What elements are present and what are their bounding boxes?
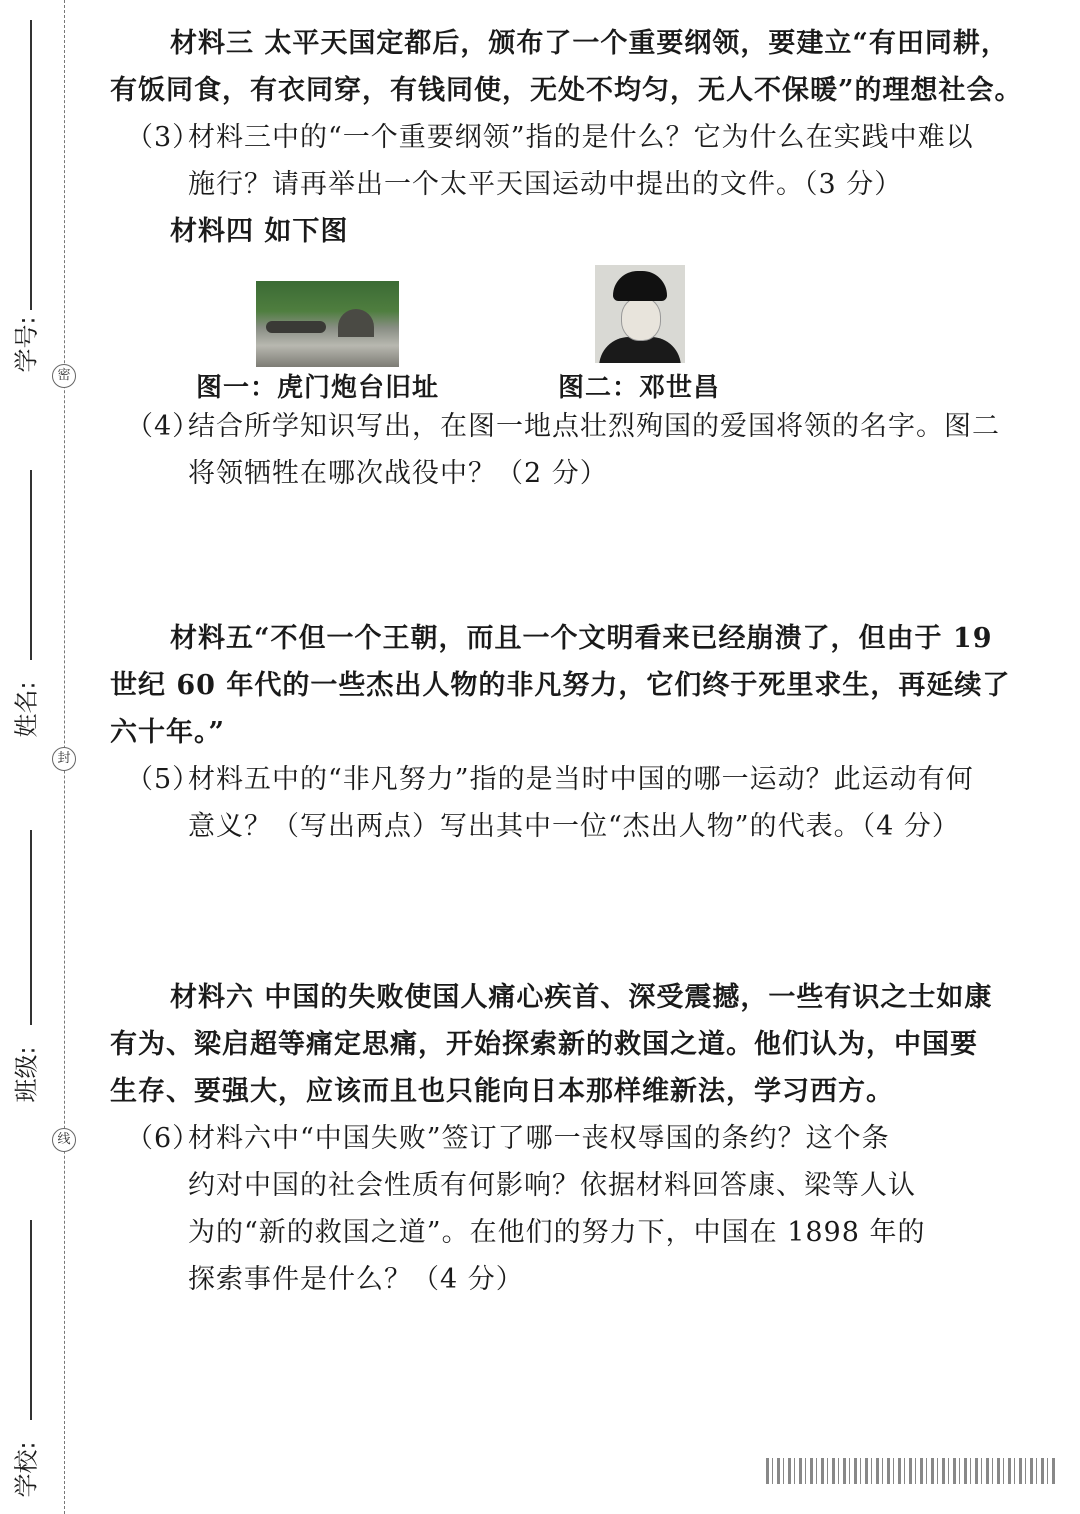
question-3-number: （3） [126, 122, 201, 153]
material3-line2: 有饭同食，有衣同穿，有钱同使，无处不均匀，无人不保暖”的理想社会。 [110, 75, 1023, 106]
seal-mi: 密 [52, 364, 76, 388]
class-line [30, 830, 32, 1025]
material3-line1: 材料三 太平天国定都后，颁布了一个重要纲领，要建立“有田同耕， [170, 28, 1009, 59]
deng-shichang-portrait [595, 265, 685, 363]
question-4-number: （4） [126, 411, 201, 442]
student-id-label: 学号: [12, 316, 41, 373]
exam-content [110, 20, 1023, 1303]
question-4-line1: 结合所学知识写出，在图一地点壮烈殉国的爱国将领的名字。图二 [188, 411, 1000, 442]
material4-title: 材料四 如下图 [170, 216, 349, 247]
material6-line3: 生存、要强大，应该而且也只能向日本那样维新法，学习西方。 [110, 1076, 894, 1107]
humen-fort-photo [256, 281, 399, 367]
question-5-line2: 意义？（写出两点）写出其中一位“杰出人物”的代表。（4 分） [188, 811, 960, 842]
seal-feng: 封 [52, 747, 76, 771]
question-6 [110, 1115, 1020, 1162]
material5-line1: 材料五“不但一个王朝，而且一个文明看来已经崩溃了，但由于 19 [170, 623, 993, 654]
question-6-line2: 约对中国的社会性质有何影响？依据材料回答康、梁等人认 [188, 1170, 916, 1201]
question-3-line2: 施行？请再举出一个太平天国运动中提出的文件。（3 分） [188, 169, 903, 200]
school-label: 学校: [12, 1441, 41, 1498]
question-3-line1: 材料三中的“一个重要纲领”指的是什么？它为什么在实践中难以 [188, 122, 974, 153]
question-5-line1: 材料五中的“非凡努力”指的是当时中国的哪一运动？此运动有何 [188, 764, 974, 795]
material6-line1: 材料六 中国的失败使国人痛心疾首、深受震撼，一些有识之士如康 [170, 982, 993, 1013]
seal-xian: 线 [52, 1128, 76, 1152]
material6-line2: 有为、梁启超等痛定思痛，开始探索新的救国之道。他们认为，中国要 [110, 1029, 978, 1060]
name-line [30, 470, 32, 660]
watermark-barcode [766, 1458, 1056, 1484]
class-label: 班级: [12, 1046, 41, 1103]
material5-line2: 世纪 60 年代的一些杰出人物的非凡努力，它们终于死里求生，再延续了 [110, 670, 1011, 701]
question-4 [110, 403, 1020, 450]
material5-line3: 六十年。” [110, 717, 226, 748]
question-6-number: （6） [126, 1123, 201, 1154]
question-5 [110, 756, 1020, 803]
question-6-line1: 材料六中“中国失败”签订了哪一丧权辱国的条约？这个条 [188, 1123, 890, 1154]
figure1-caption: 图一：虎门炮台旧址 [196, 373, 440, 403]
portrait-face [621, 297, 661, 341]
material4-figures [110, 265, 1020, 403]
portrait-hat [613, 271, 667, 301]
question-6-line3: 为的“新的救国之道”。在他们的努力下，中国在 1898 年的 [188, 1217, 926, 1248]
student-id-line [30, 20, 32, 310]
question-5-number: （5） [126, 764, 201, 795]
cannon-shape [266, 321, 326, 333]
question-3 [110, 114, 1020, 161]
binding-margin [0, 0, 100, 1514]
fort-gate-shape [338, 309, 374, 337]
question-4-line2: 将领牺牲在哪次战役中？（2 分） [188, 458, 608, 489]
name-label: 姓名: [12, 681, 41, 738]
question-6-line4: 探索事件是什么？（4 分） [188, 1264, 524, 1295]
school-line [30, 1220, 32, 1420]
figure2-caption: 图二：邓世昌 [558, 373, 721, 403]
